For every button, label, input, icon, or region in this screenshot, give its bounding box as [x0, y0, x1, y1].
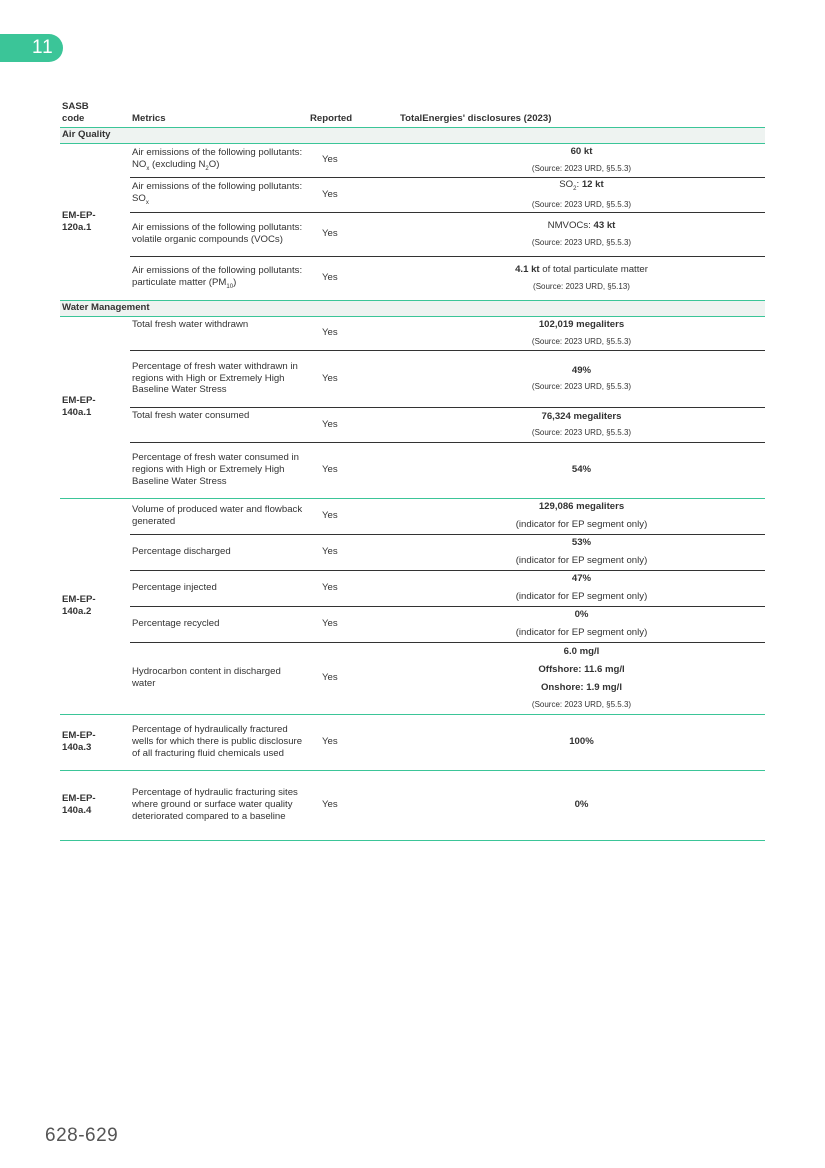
table-row [60, 570, 765, 606]
sasb-code-140a4: EM-EP- 140a.4 [60, 770, 130, 840]
table-row [60, 177, 765, 212]
section-row-air-quality [60, 127, 765, 143]
disclosure-voc: NMVOCs: 43 kt (Source: 2023 URD, §5.5.3) [398, 212, 765, 256]
metric-produced-water: Volume of produced water and flowback generated [130, 498, 308, 534]
disclosure-hydrocarbon: 6.0 mg/l Offshore: 11.6 mg/l Onshore: 1.9 mg/l (Source: 2023 URD, §5.5.3) [398, 642, 765, 714]
disclosure-injected: 47% (indicator for EP segment only) [398, 570, 765, 606]
disclosure-fw-withdrawn: 102,019 megaliters (Source: 2023 URD, §5.5.3) [398, 316, 765, 350]
disclosure-pm: 4.1 kt of total particulate matter (Source: 2023 URD, §5.13) [398, 256, 765, 300]
disclosure-recycled: 0% (indicator for EP segment only) [398, 606, 765, 642]
disclosure-produced-water: 129,086 megaliters (indicator for EP segment only) [398, 498, 765, 534]
reported-fw-withdrawn-pct: Yes [308, 350, 398, 407]
reported-fw-consumed-pct: Yes [308, 442, 398, 498]
header-reported: Reported [308, 97, 398, 127]
disclosure-discharged: 53% (indicator for EP segment only) [398, 534, 765, 570]
table-row [60, 770, 765, 840]
metric-hydrocarbon: Hydrocarbon content in discharged water [130, 642, 308, 714]
sasb-code-140a2: EM-EP- 140a.2 [60, 498, 130, 714]
table-row [60, 212, 765, 256]
table-row [60, 350, 765, 407]
metric-fw-withdrawn-pct: Percentage of fresh water withdrawn in regions with High or Extremely High Baseline Water Stress [130, 350, 308, 407]
reported-fw-consumed: Yes [308, 407, 398, 442]
disclosure-fw-consumed: 76,324 megaliters (Source: 2023 URD, §5.5.3) [398, 407, 765, 442]
metric-fracking-quality: Percentage of hydraulic fracturing sites where ground or surface water quality deteriorated compared to a baseline [130, 770, 308, 840]
metric-nox: Air emissions of the following pollutants: $NO_x$ (excluding $N_2O$) [130, 143, 308, 177]
reported-injected: Yes [308, 570, 398, 606]
section-title-water-management: Water Management [60, 300, 765, 316]
reported-hydrocarbon: Yes [308, 642, 398, 714]
table-row [60, 407, 765, 442]
table-row [60, 642, 765, 714]
footer-page-range: 628-629 [45, 1125, 119, 1146]
table-row [60, 498, 765, 534]
metric-recycled: Percentage recycled [130, 606, 308, 642]
section-row-water-management [60, 300, 765, 316]
disclosure-fw-consumed-pct: 54% [398, 442, 765, 498]
sasb-code-140a1: EM-EP- 140a.1 [60, 316, 130, 498]
table-row [60, 606, 765, 642]
reported-sox: Yes [308, 177, 398, 212]
table-row [60, 714, 765, 770]
table-row [60, 256, 765, 300]
reported-fw-withdrawn: Yes [308, 316, 398, 350]
metric-discharged: Percentage discharged [130, 534, 308, 570]
table-row [60, 442, 765, 498]
table-row [60, 534, 765, 570]
metric-fw-consumed: Total fresh water consumed [130, 407, 308, 442]
header-disclosures: TotalEnergies' disclosures (2023) [398, 97, 765, 127]
disclosure-fracking-disclosure: 100% [398, 714, 765, 770]
sasb-metrics-table [60, 97, 765, 841]
table-row [60, 316, 765, 350]
metric-sox: Air emissions of the following pollutants: $SO_x$ [130, 177, 308, 212]
metric-fracking-disclosure: Percentage of hydraulically fractured wells for which there is public disclosure of all fracturing fluid chemicals used [130, 714, 308, 770]
table-header-row [60, 97, 765, 127]
reported-recycled: Yes [308, 606, 398, 642]
page-number-tab: 11 [0, 34, 63, 62]
disclosure-fw-withdrawn-pct: 49% (Source: 2023 URD, §5.5.3) [398, 350, 765, 407]
metric-pm: Air emissions of the following pollutants: particulate matter $(PM_{10})$ [130, 256, 308, 300]
reported-pm: Yes [308, 256, 398, 300]
reported-voc: Yes [308, 212, 398, 256]
reported-produced-water: Yes [308, 498, 398, 534]
sasb-code-140a3: EM-EP- 140a.3 [60, 714, 130, 770]
metric-injected: Percentage injected [130, 570, 308, 606]
metric-fw-consumed-pct: Percentage of fresh water consumed in regions with High or Extremely High Baseline Water Stress [130, 442, 308, 498]
header-sasb-code: SASB code [60, 97, 130, 127]
disclosure-fracking-quality: 0% [398, 770, 765, 840]
reported-discharged: Yes [308, 534, 398, 570]
metric-fw-withdrawn: Total fresh water withdrawn [130, 316, 308, 350]
sasb-code-120a1: EM-EP- 120a.1 [60, 143, 130, 300]
reported-fracking-quality: Yes [308, 770, 398, 840]
disclosure-sox: $SO_2$: 12 kt (Source: 2023 URD, §5.5.3) [398, 177, 765, 212]
table-row [60, 143, 765, 177]
disclosure-nox: 60 kt (Source: 2023 URD, §5.5.3) [398, 143, 765, 177]
metric-voc: Air emissions of the following pollutants: volatile organic compounds (VOCs) [130, 212, 308, 256]
reported-nox: Yes [308, 143, 398, 177]
header-metrics: Metrics [130, 97, 308, 127]
reported-fracking-disclosure: Yes [308, 714, 398, 770]
section-title-air-quality: Air Quality [60, 127, 765, 143]
